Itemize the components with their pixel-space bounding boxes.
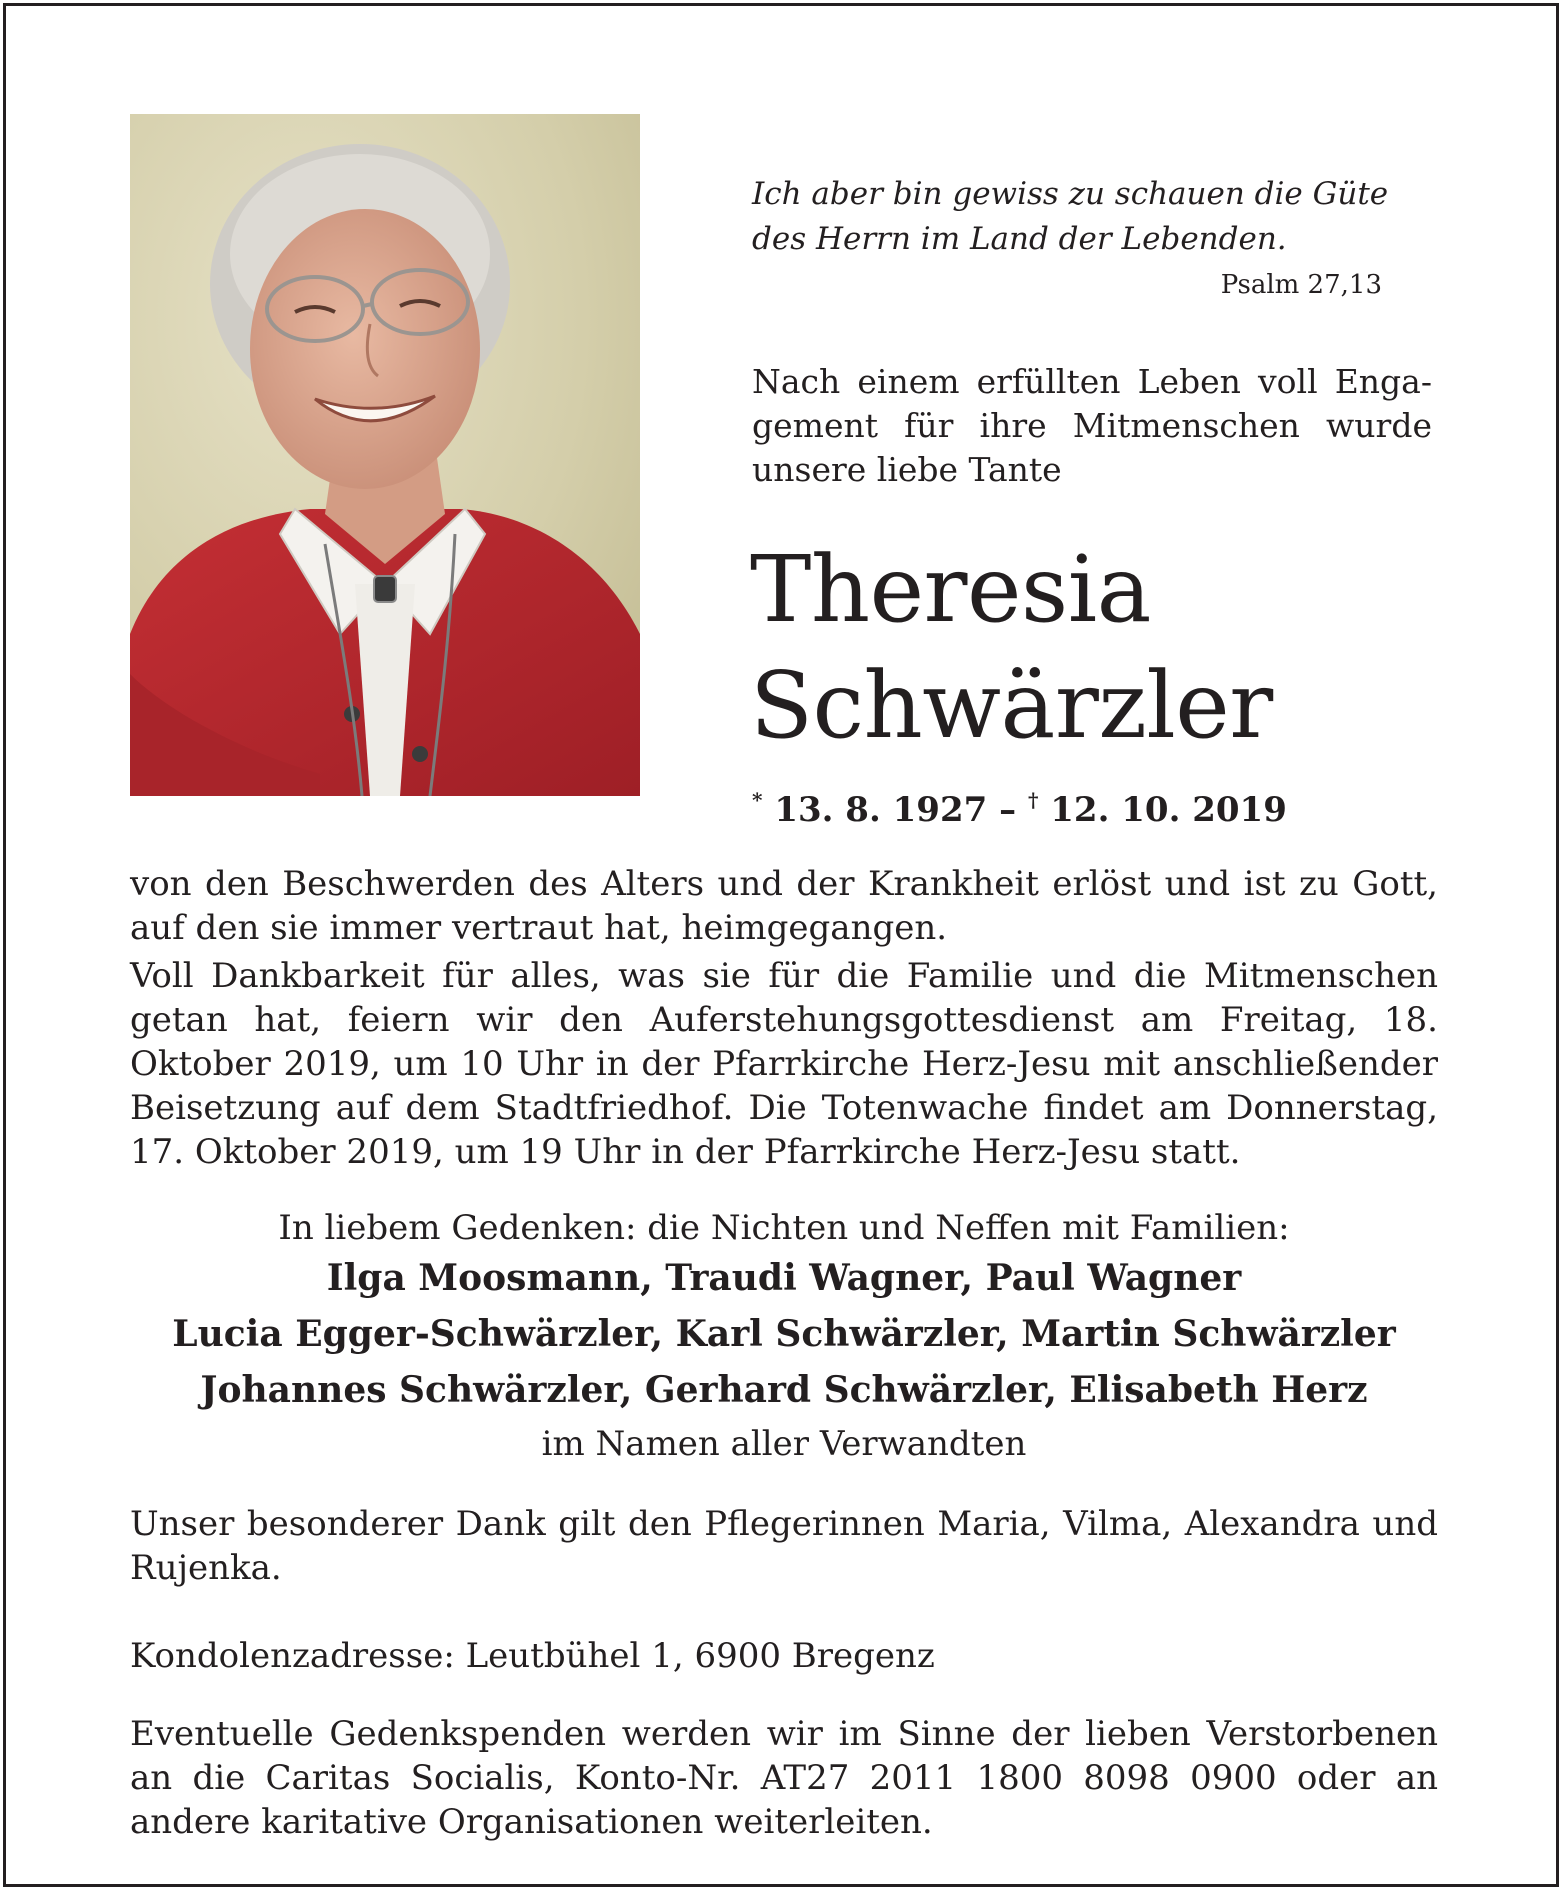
memorial-block	[130, 1206, 1438, 1466]
intro-text	[752, 360, 1432, 492]
paragraph-donations: Eventuelle Gedenkspenden werden wir im Sinne der lieben Verstorbenen an die Caritas Socialis, Konto-Nr. AT27 2011 1800 8098 0900 oder an andere karitative Organisationen weiterleiten.	[130, 1714, 1438, 1842]
life-dates	[752, 778, 1287, 832]
psalm-quote-line-2: des Herrn im Land der Lebenden.	[752, 221, 1287, 257]
condolence-address: Kondolenzadresse: Leutbühel 1, 6900 Bregenz	[130, 1636, 935, 1676]
death-date: 12. 10. 2019	[1050, 790, 1287, 830]
portrait-photo	[130, 114, 640, 796]
memorial-tail: im Namen aller Verwandten	[541, 1424, 1027, 1464]
birth-symbol: *	[752, 788, 763, 812]
first-name: Theresia	[750, 536, 1151, 643]
paragraph-service-details: Voll Dankbarkeit für alles, was sie für die Familie und die Mitmenschen getan hat, feiern wir den Auferstehungsgottesdienst am Freitag, 18. Oktober 2019, um 10 Uhr in der Pfarrkirche Herz-Jesu mit anschließender Beisetzung auf dem Stadtfriedhof. Die Totenwache findet am Donnerstag, 17. Oktober 2019, um 19 Uhr in der Pfarrkirche Herz-Jesu statt.	[130, 956, 1438, 1172]
psalm-reference: Psalm 27,13	[1220, 270, 1382, 300]
date-separator: –	[999, 790, 1017, 830]
intro-line-3: unsere liebe Tante	[752, 450, 1062, 489]
psalm-quote	[752, 172, 1412, 262]
death-symbol: †	[1027, 788, 1039, 812]
family-line-2: Lucia Egger-Schwärzler, Karl Schwärzler, Martin Schwärzler	[172, 1313, 1396, 1355]
paragraph-passing: von den Beschwerden des Alters und der Krankheit erlöst und ist zu Gott, auf den sie immer vertraut hat, heimgegangen.	[130, 864, 1438, 948]
birth-date: 13. 8. 1927	[774, 790, 988, 830]
intro-line-2: gement für ihre Mitmenschen wurde	[752, 406, 1432, 445]
family-line-1: Ilga Moosmann, Traudi Wagner, Paul Wagner	[326, 1257, 1242, 1299]
last-name: Schwärzler	[750, 652, 1273, 759]
memorial-lead: In liebem Gedenken: die Nichten und Neffen mit Familien:	[278, 1208, 1290, 1248]
psalm-quote-line-1: Ich aber bin gewiss zu schauen die Güte	[752, 176, 1389, 212]
deceased-name	[750, 532, 1273, 764]
family-line-3: Johannes Schwärzler, Gerhard Schwärzler, Elisabeth Herz	[200, 1369, 1368, 1411]
intro-line-1: Nach einem erfüllten Leben voll Enga-	[752, 362, 1432, 401]
paragraph-thanks: Unser besonderer Dank gilt den Pflegerinnen Maria, Vilma, Alexandra und Rujenka.	[130, 1504, 1438, 1588]
